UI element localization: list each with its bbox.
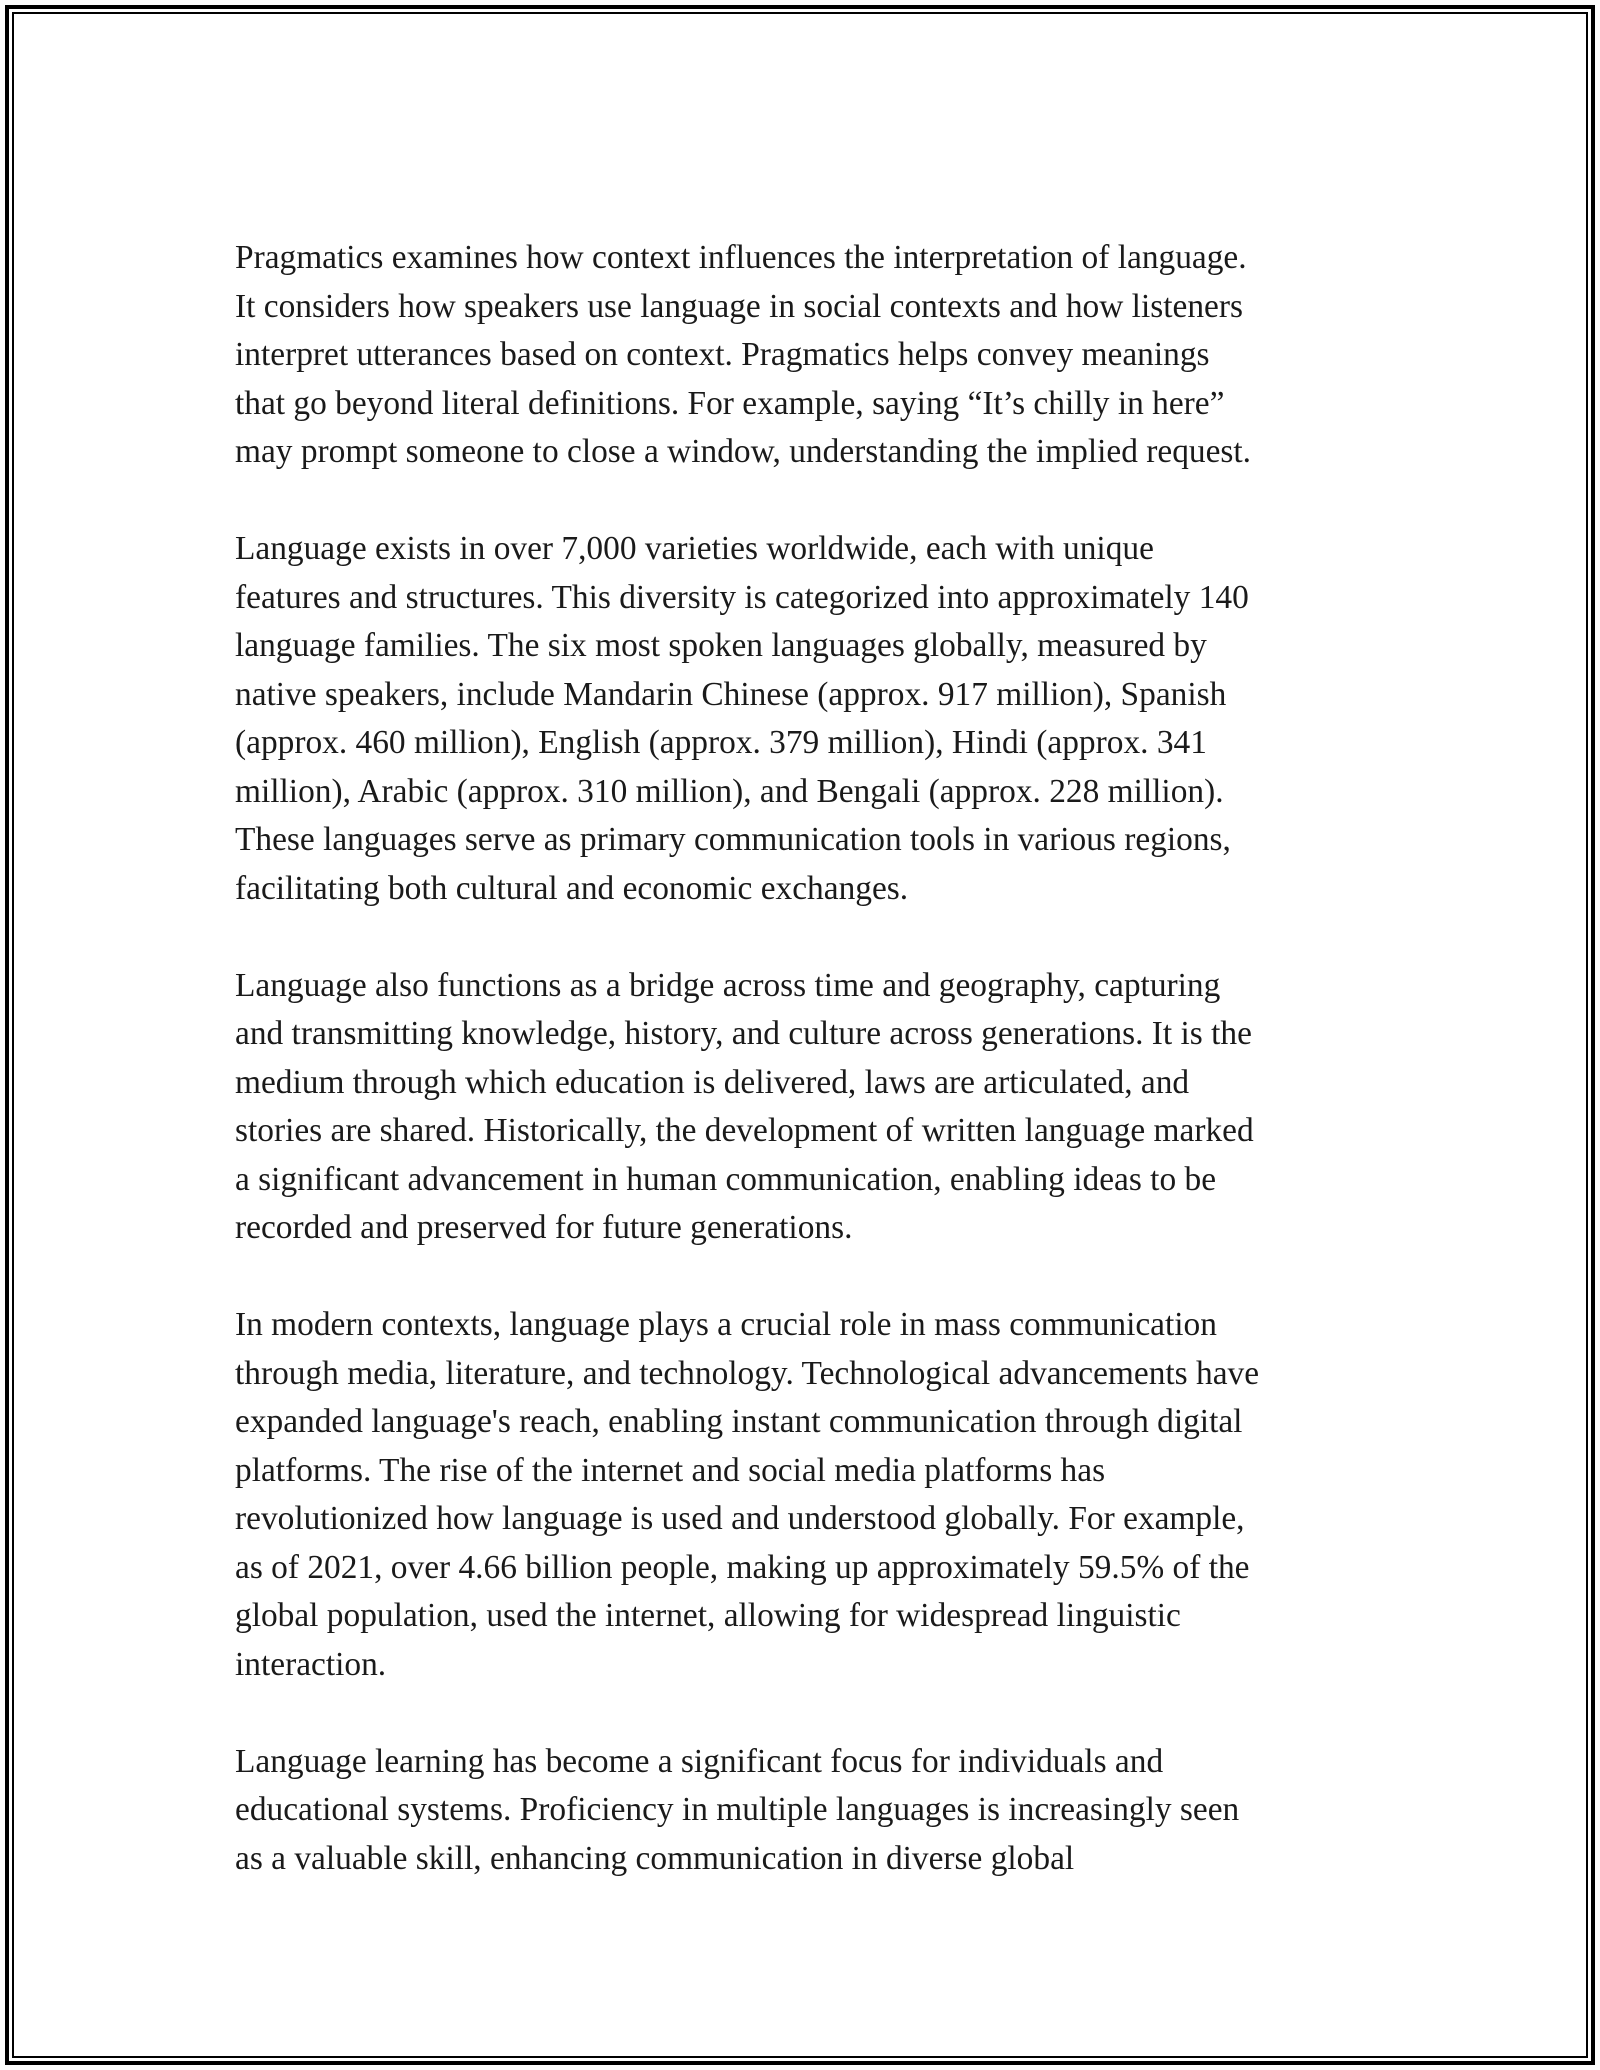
text-line: features and structures. This diversity is categorized into approximately 140: [235, 578, 1249, 616]
text-line: million), Arabic (approx. 310 million), and Bengali (approx. 228 million).: [235, 772, 1224, 810]
text-line: platforms. The rise of the internet and social media platforms has: [235, 1451, 1106, 1489]
text-line: medium through which education is delivered, laws are articulated, and: [235, 1063, 1190, 1101]
text-line: interpret utterances based on context. Pragmatics helps convey meanings: [235, 336, 1210, 373]
paragraph-language-learning: [235, 1738, 1375, 1884]
text-line: In modern contexts, language plays a crucial role in mass communication: [235, 1306, 1217, 1343]
text-line: expanded language's reach, enabling instant communication through digital: [235, 1403, 1243, 1440]
text-line: global population, used the internet, allowing for widespread linguistic: [235, 1597, 1181, 1634]
text-line: stories are shared. Historically, the development of written language marked: [235, 1112, 1254, 1149]
paragraph-pragmatics: [235, 234, 1375, 477]
text-line: as a valuable skill, enhancing communication in diverse global: [235, 1839, 1075, 1877]
text-line: Language learning has become a significant focus for individuals and: [235, 1742, 1164, 1780]
text-line: These languages serve as primary communication tools in various regions,: [235, 821, 1231, 858]
text-line: as of 2021, over 4.66 billion people, making up approximately 59.5% of the: [235, 1548, 1250, 1586]
text-line: native speakers, include Mandarin Chinese (approx. 917 million), Spanish: [235, 675, 1227, 713]
paragraph-language-varieties: [235, 525, 1375, 913]
document-body: [235, 234, 1375, 1932]
text-line: educational systems. Proficiency in multiple languages is increasingly seen: [235, 1791, 1240, 1828]
text-line: language families. The six most spoken languages globally, measured by: [235, 627, 1207, 664]
text-line: that go beyond literal definitions. For example, saying “It’s chilly in here”: [235, 384, 1225, 422]
text-line: interaction.: [235, 1645, 387, 1683]
text-line: and transmitting knowledge, history, and culture across generations. It is the: [235, 1015, 1252, 1052]
paragraph-language-bridge: [235, 962, 1375, 1253]
text-line: Language also functions as a bridge across time and geography, capturing: [235, 966, 1221, 1004]
text-line: Pragmatics examines how context influences the interpretation of language.: [235, 239, 1247, 276]
text-line: a significant advancement in human communication, enabling ideas to be: [235, 1160, 1217, 1198]
text-line: Language exists in over 7,000 varieties worldwide, each with unique: [235, 530, 1154, 567]
paragraph-modern-contexts: [235, 1301, 1375, 1689]
text-line: recorded and preserved for future generations.: [235, 1209, 853, 1246]
text-line: through media, literature, and technology. Technological advancements have: [235, 1354, 1260, 1392]
text-line: revolutionized how language is used and understood globally. For example,: [235, 1500, 1245, 1537]
text-line: may prompt someone to close a window, understanding the implied request.: [235, 433, 1252, 470]
text-line: It considers how speakers use language in social contexts and how listeners: [235, 287, 1243, 325]
text-line: facilitating both cultural and economic exchanges.: [235, 869, 909, 907]
text-line: (approx. 460 million), English (approx. 379 million), Hindi (approx. 341: [235, 724, 1207, 761]
